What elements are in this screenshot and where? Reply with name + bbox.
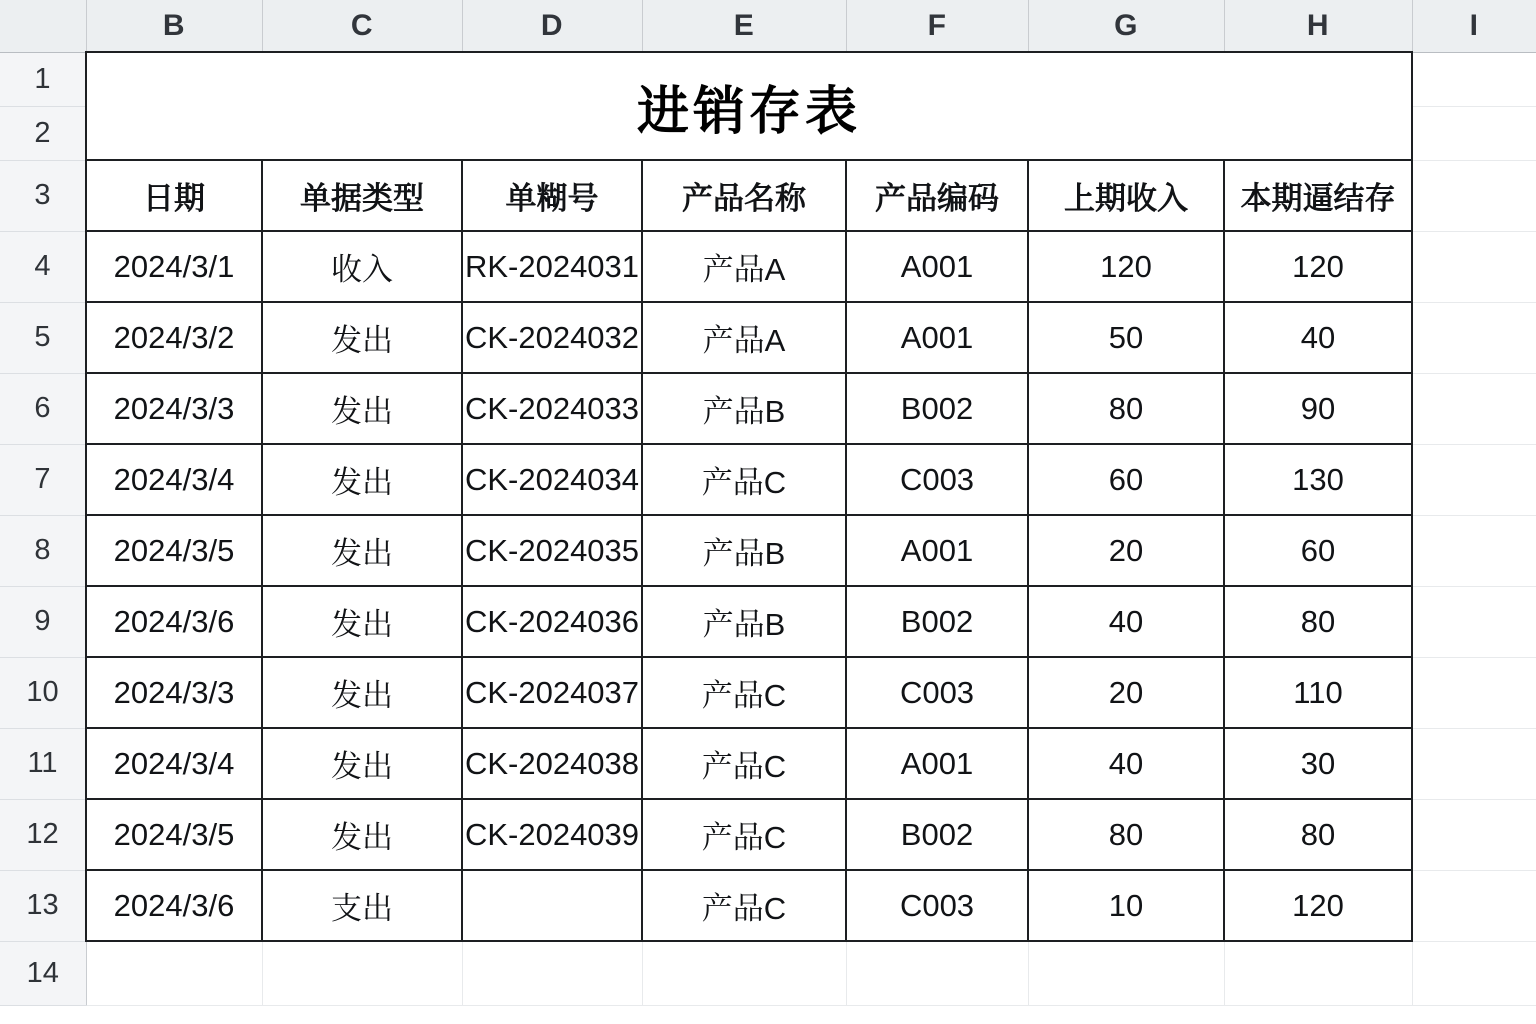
table-header-product-name[interactable]: 产品名称 (642, 160, 846, 231)
column-header-c[interactable]: C (262, 0, 462, 52)
table-header-doc-no[interactable]: 单糊号 (462, 160, 642, 231)
cell-doc-no[interactable]: RK-2024031 (462, 231, 642, 302)
row-header-1[interactable]: 1 (0, 52, 86, 106)
row-header-8[interactable]: 8 (0, 515, 86, 586)
cell-g14[interactable] (1028, 941, 1224, 1005)
row-header-3[interactable]: 3 (0, 160, 86, 231)
row-header-11[interactable]: 11 (0, 728, 86, 799)
cell-prev-income[interactable]: 20 (1028, 657, 1224, 728)
table-row (0, 302, 1536, 373)
cell-product-code[interactable]: A001 (846, 231, 1028, 302)
cell-product-name[interactable]: 产品A (642, 231, 846, 302)
cell-product-name[interactable]: 产品C (642, 799, 846, 870)
cell-i1[interactable] (1412, 52, 1536, 106)
cell-i11[interactable] (1412, 728, 1536, 799)
cell-date[interactable]: 2024/3/2 (86, 302, 262, 373)
cell-e14[interactable] (642, 941, 846, 1005)
cell-product-code[interactable]: C003 (846, 870, 1028, 941)
cell-doc-type[interactable]: 发出 (262, 444, 462, 515)
cell-product-name[interactable]: 产品B (642, 515, 846, 586)
cell-doc-type[interactable]: 发出 (262, 657, 462, 728)
cell-i8[interactable] (1412, 515, 1536, 586)
cell-current-balance[interactable]: 120 (1224, 231, 1412, 302)
cell-i2[interactable] (1412, 106, 1536, 160)
cell-product-code[interactable]: C003 (846, 657, 1028, 728)
column-header-h[interactable]: H (1224, 0, 1412, 52)
cell-date[interactable]: 2024/3/3 (86, 657, 262, 728)
cell-product-code[interactable]: B002 (846, 586, 1028, 657)
cell-doc-type[interactable]: 支出 (262, 870, 462, 941)
cell-doc-type[interactable]: 发出 (262, 515, 462, 586)
cell-prev-income[interactable]: 60 (1028, 444, 1224, 515)
cell-doc-no[interactable]: CK-2024033 (462, 373, 642, 444)
table-row (0, 870, 1536, 941)
cell-current-balance[interactable]: 40 (1224, 302, 1412, 373)
cell-date[interactable]: 2024/3/4 (86, 444, 262, 515)
row-header-7[interactable]: 7 (0, 444, 86, 515)
table-row (0, 728, 1536, 799)
cell-current-balance[interactable]: 120 (1224, 870, 1412, 941)
cell-i13[interactable] (1412, 870, 1536, 941)
cell-current-balance[interactable]: 130 (1224, 444, 1412, 515)
cell-prev-income[interactable]: 40 (1028, 586, 1224, 657)
table-header-current-balance[interactable]: 本期逼结存 (1224, 160, 1412, 231)
sheet-row-1 (0, 52, 1536, 106)
cell-product-code[interactable]: C003 (846, 444, 1028, 515)
cell-product-name[interactable]: 产品C (642, 444, 846, 515)
cell-i4[interactable] (1412, 231, 1536, 302)
sheet-row-14 (0, 941, 1536, 1005)
row-header-4[interactable]: 4 (0, 231, 86, 302)
column-header-row (0, 0, 1536, 52)
report-title: 进销存表 (86, 52, 1412, 160)
table-row (0, 799, 1536, 870)
cell-date[interactable]: 2024/3/6 (86, 870, 262, 941)
cell-h14[interactable] (1224, 941, 1412, 1005)
cell-prev-income[interactable]: 80 (1028, 373, 1224, 444)
cell-i5[interactable] (1412, 302, 1536, 373)
cell-product-name[interactable]: 产品A (642, 302, 846, 373)
table-header-date[interactable]: 日期 (86, 160, 262, 231)
row-header-10[interactable]: 10 (0, 657, 86, 728)
cell-doc-no[interactable]: CK-2024032 (462, 302, 642, 373)
table-header-prev-income[interactable]: 上期收入 (1028, 160, 1224, 231)
cell-product-code[interactable]: B002 (846, 373, 1028, 444)
row-header-12[interactable]: 12 (0, 799, 86, 870)
cell-i10[interactable] (1412, 657, 1536, 728)
cell-date[interactable]: 2024/3/4 (86, 728, 262, 799)
cell-c14[interactable] (262, 941, 462, 1005)
column-header-g[interactable]: G (1028, 0, 1224, 52)
cell-doc-no[interactable]: CK-2024035 (462, 515, 642, 586)
cell-i14[interactable] (1412, 941, 1536, 1005)
cell-doc-type[interactable]: 发出 (262, 586, 462, 657)
row-header-13[interactable]: 13 (0, 870, 86, 941)
cell-prev-income[interactable]: 120 (1028, 231, 1224, 302)
cell-product-name[interactable]: 产品B (642, 586, 846, 657)
cell-d14[interactable] (462, 941, 642, 1005)
table-row (0, 444, 1536, 515)
table-row (0, 515, 1536, 586)
sheet-row-3 (0, 160, 1536, 231)
table-header-doc-type[interactable]: 单据类型 (262, 160, 462, 231)
cell-doc-no[interactable]: CK-2024037 (462, 657, 642, 728)
cell-date[interactable]: 2024/3/3 (86, 373, 262, 444)
cell-doc-no[interactable]: CK-2024039 (462, 799, 642, 870)
cell-product-code[interactable]: A001 (846, 302, 1028, 373)
cell-i9[interactable] (1412, 586, 1536, 657)
row-header-9[interactable]: 9 (0, 586, 86, 657)
cell-doc-no[interactable]: CK-2024038 (462, 728, 642, 799)
cell-i12[interactable] (1412, 799, 1536, 870)
cell-i6[interactable] (1412, 373, 1536, 444)
cell-current-balance[interactable]: 80 (1224, 799, 1412, 870)
cell-current-balance[interactable]: 60 (1224, 515, 1412, 586)
table-row (0, 373, 1536, 444)
column-header-i[interactable]: I (1412, 0, 1536, 52)
cell-current-balance[interactable]: 110 (1224, 657, 1412, 728)
cell-prev-income[interactable]: 20 (1028, 515, 1224, 586)
column-header-f[interactable]: F (846, 0, 1028, 52)
column-header-b[interactable]: B (86, 0, 262, 52)
row-header-2[interactable]: 2 (0, 106, 86, 160)
cell-current-balance[interactable]: 30 (1224, 728, 1412, 799)
column-header-e[interactable]: E (642, 0, 846, 52)
cell-product-name[interactable]: 产品C (642, 728, 846, 799)
cell-doc-no[interactable]: CK-2024034 (462, 444, 642, 515)
cell-product-name[interactable]: 产品B (642, 373, 846, 444)
cell-date[interactable]: 2024/3/6 (86, 586, 262, 657)
cell-i3[interactable] (1412, 160, 1536, 231)
cell-product-code[interactable]: B002 (846, 799, 1028, 870)
row-header-5[interactable]: 5 (0, 302, 86, 373)
row-header-6[interactable]: 6 (0, 373, 86, 444)
table-header-product-code[interactable]: 产品编码 (846, 160, 1028, 231)
cell-f14[interactable] (846, 941, 1028, 1005)
cell-current-balance[interactable]: 90 (1224, 373, 1412, 444)
cell-doc-no[interactable] (462, 870, 642, 941)
cell-doc-type[interactable]: 发出 (262, 799, 462, 870)
select-all-corner[interactable] (0, 0, 86, 52)
cell-doc-no[interactable]: CK-2024036 (462, 586, 642, 657)
table-row (0, 657, 1536, 728)
cell-product-name[interactable]: 产品C (642, 870, 846, 941)
cell-b14[interactable] (86, 941, 262, 1005)
cell-date[interactable]: 2024/3/5 (86, 799, 262, 870)
cell-doc-type[interactable]: 收入 (262, 231, 462, 302)
cell-prev-income[interactable]: 80 (1028, 799, 1224, 870)
cell-product-name[interactable]: 产品C (642, 657, 846, 728)
cell-i7[interactable] (1412, 444, 1536, 515)
cell-prev-income[interactable]: 40 (1028, 728, 1224, 799)
cell-current-balance[interactable]: 80 (1224, 586, 1412, 657)
cell-product-code[interactable]: A001 (846, 515, 1028, 586)
column-header-d[interactable]: D (462, 0, 642, 52)
cell-product-code[interactable]: A001 (846, 728, 1028, 799)
cell-prev-income[interactable]: 10 (1028, 870, 1224, 941)
row-header-14[interactable]: 14 (0, 941, 86, 1005)
table-row (0, 586, 1536, 657)
cell-prev-income[interactable]: 50 (1028, 302, 1224, 373)
cell-date[interactable]: 2024/3/5 (86, 515, 262, 586)
cell-doc-type[interactable]: 发出 (262, 728, 462, 799)
cell-doc-type[interactable]: 发出 (262, 373, 462, 444)
table-row (0, 231, 1536, 302)
cell-date[interactable]: 2024/3/1 (86, 231, 262, 302)
cell-doc-type[interactable]: 发出 (262, 302, 462, 373)
